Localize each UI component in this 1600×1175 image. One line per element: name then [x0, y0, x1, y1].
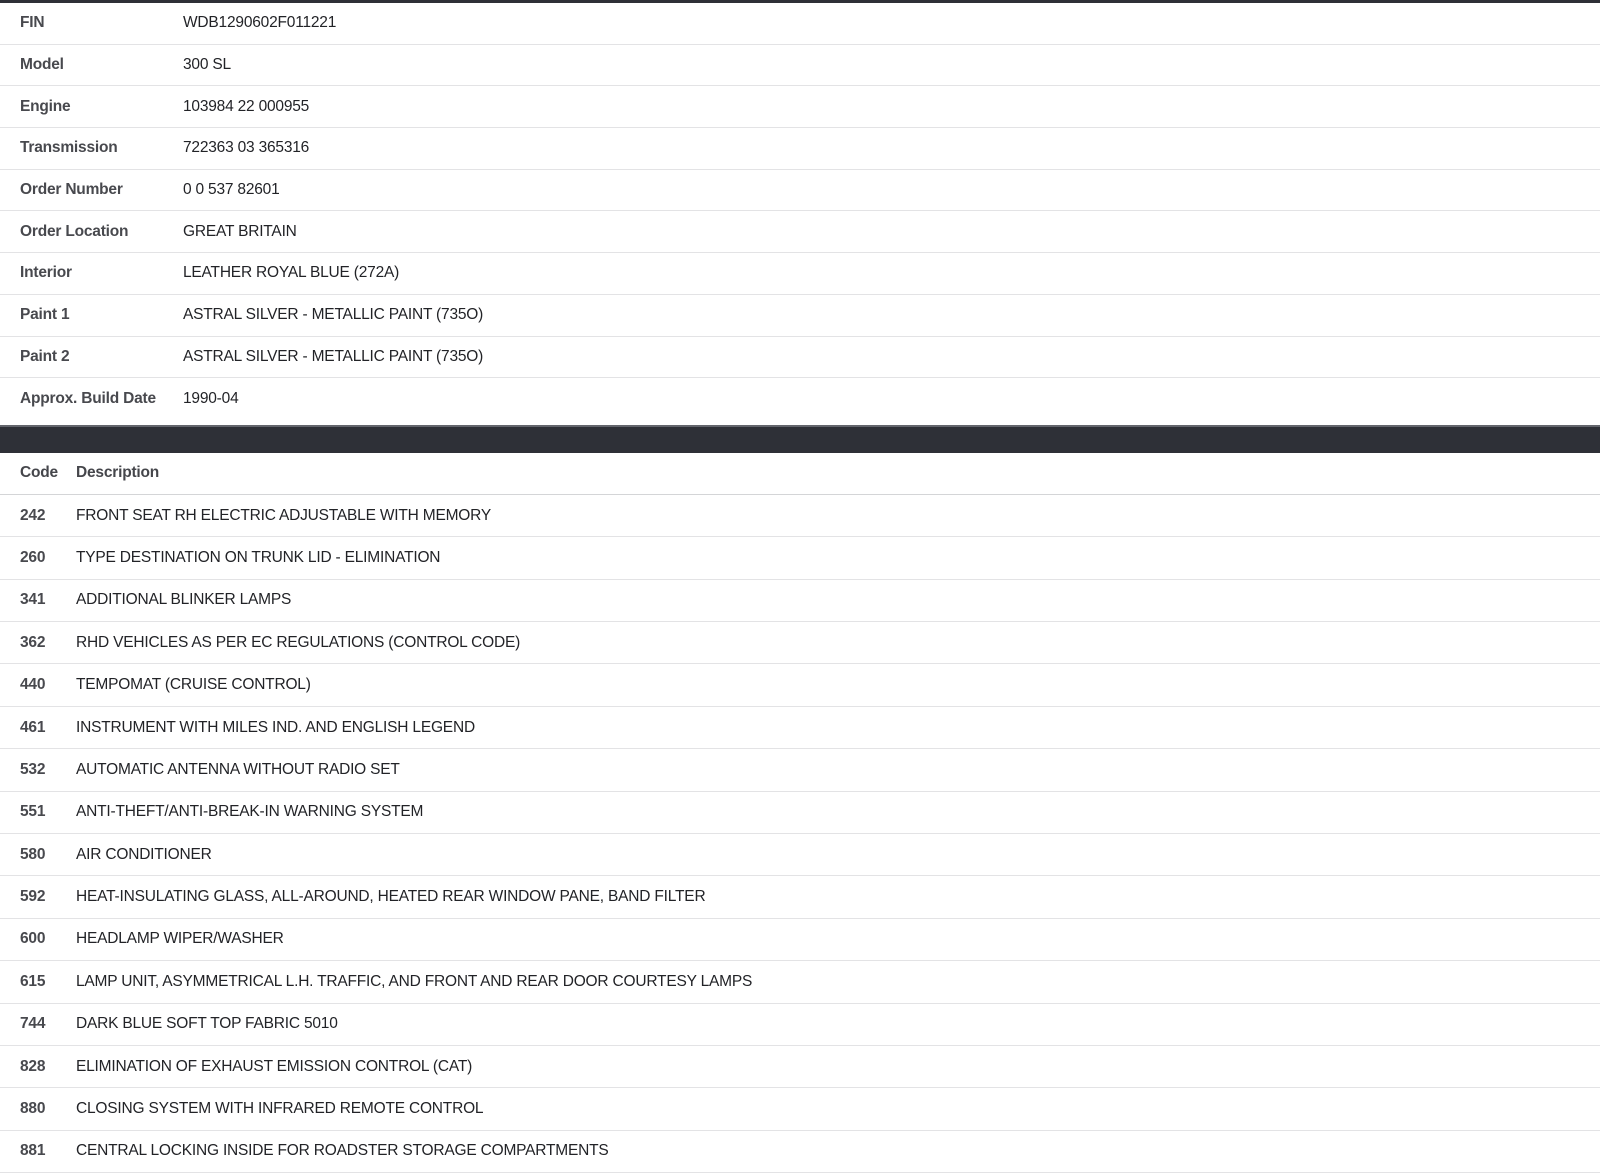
table-row	[0, 961, 1600, 1003]
spec-label: FIN	[20, 14, 45, 32]
spec-row-order-location	[0, 211, 1600, 253]
option-code: 828	[20, 1057, 46, 1075]
spec-value: ASTRAL SILVER - METALLIC PAINT (735O)	[183, 306, 484, 324]
option-description: DARK BLUE SOFT TOP FABRIC 5010	[76, 1015, 338, 1033]
option-code: 242	[20, 506, 46, 524]
option-description: CLOSING SYSTEM WITH INFRARED REMOTE CONTROL	[76, 1100, 484, 1118]
option-code: 600	[20, 930, 46, 948]
spec-label: Model	[20, 56, 64, 74]
spec-label: Order Number	[20, 181, 123, 199]
spec-label: Order Location	[20, 222, 129, 240]
spec-value: WDB1290602F011221	[183, 14, 337, 32]
option-description: ELIMINATION OF EXHAUST EMISSION CONTROL (CAT)	[76, 1057, 473, 1075]
spec-row-order-number	[0, 170, 1600, 212]
option-description: INSTRUMENT WITH MILES IND. AND ENGLISH LEGEND	[76, 718, 475, 736]
spec-label: Engine	[20, 97, 71, 115]
spec-value: LEATHER ROYAL BLUE (272A)	[183, 264, 400, 282]
option-description: RHD VEHICLES AS PER EC REGULATIONS (CONTROL CODE)	[76, 633, 521, 651]
table-row	[0, 919, 1600, 961]
table-row	[0, 580, 1600, 622]
option-code: 551	[20, 803, 46, 821]
table-row	[0, 495, 1600, 537]
option-code: 592	[20, 888, 46, 906]
spec-row-engine	[0, 86, 1600, 128]
option-codes-table	[0, 453, 1600, 1173]
spec-value: 722363 03 365316	[183, 139, 310, 157]
spec-value: 103984 22 000955	[183, 97, 310, 115]
table-row	[0, 707, 1600, 749]
option-description: CENTRAL LOCKING INSIDE FOR ROADSTER STORAGE COMPARTMENTS	[76, 1142, 609, 1160]
spec-label: Paint 1	[20, 306, 70, 324]
table-row	[0, 1088, 1600, 1130]
table-row	[0, 622, 1600, 664]
option-description: ANTI-THEFT/ANTI-BREAK-IN WARNING SYSTEM	[76, 803, 424, 821]
table-row	[0, 1004, 1600, 1046]
table-row	[0, 792, 1600, 834]
spec-label: Transmission	[20, 139, 118, 157]
spec-row-build-date	[0, 378, 1600, 420]
option-description: AIR CONDITIONER	[76, 845, 212, 863]
option-description: ADDITIONAL BLINKER LAMPS	[76, 591, 292, 609]
spec-value: 0 0 537 82601	[183, 181, 280, 199]
option-code: 580	[20, 845, 46, 863]
option-description: HEADLAMP WIPER/WASHER	[76, 930, 284, 948]
spec-row-model	[0, 45, 1600, 87]
codes-table-header	[0, 453, 1600, 495]
table-row	[0, 1046, 1600, 1088]
table-row	[0, 834, 1600, 876]
option-description: HEAT-INSULATING GLASS, ALL-AROUND, HEATED REAR WINDOW PANE, BAND FILTER	[76, 888, 706, 906]
code-column-header: Code	[20, 464, 58, 482]
option-description: TYPE DESTINATION ON TRUNK LID - ELIMINATION	[76, 548, 441, 566]
option-code: 260	[20, 548, 46, 566]
option-description: AUTOMATIC ANTENNA WITHOUT RADIO SET	[76, 760, 400, 778]
option-description: LAMP UNIT, ASYMMETRICAL L.H. TRAFFIC, AND FRONT AND REAR DOOR COURTESY LAMPS	[76, 972, 753, 990]
option-code: 615	[20, 972, 46, 990]
spec-value: GREAT BRITAIN	[183, 222, 297, 240]
option-code: 881	[20, 1142, 46, 1160]
vehicle-spec-table	[0, 3, 1600, 420]
spec-label: Paint 2	[20, 347, 70, 365]
spec-row-fin	[0, 3, 1600, 45]
spec-row-transmission	[0, 128, 1600, 170]
spec-row-interior	[0, 253, 1600, 295]
spec-row-paint-2	[0, 337, 1600, 379]
option-code: 341	[20, 591, 46, 609]
spec-value: 300 SL	[183, 56, 231, 74]
option-code: 880	[20, 1100, 46, 1118]
option-description: FRONT SEAT RH ELECTRIC ADJUSTABLE WITH MEMORY	[76, 506, 492, 524]
description-column-header: Description	[76, 464, 160, 482]
table-row	[0, 664, 1600, 706]
table-row	[0, 876, 1600, 918]
spec-row-paint-1	[0, 295, 1600, 337]
option-code: 440	[20, 676, 46, 694]
option-code: 532	[20, 760, 46, 778]
option-code: 744	[20, 1015, 46, 1033]
spec-label: Interior	[20, 264, 72, 282]
spec-value: 1990-04	[183, 390, 239, 408]
table-row	[0, 1131, 1600, 1173]
option-code: 362	[20, 633, 46, 651]
option-description: TEMPOMAT (CRUISE CONTROL)	[76, 676, 311, 694]
section-divider-bar	[0, 425, 1600, 453]
table-row	[0, 749, 1600, 791]
spec-label: Approx. Build Date	[20, 390, 156, 408]
spec-value: ASTRAL SILVER - METALLIC PAINT (735O)	[183, 347, 484, 365]
option-code: 461	[20, 718, 46, 736]
table-row	[0, 537, 1600, 579]
